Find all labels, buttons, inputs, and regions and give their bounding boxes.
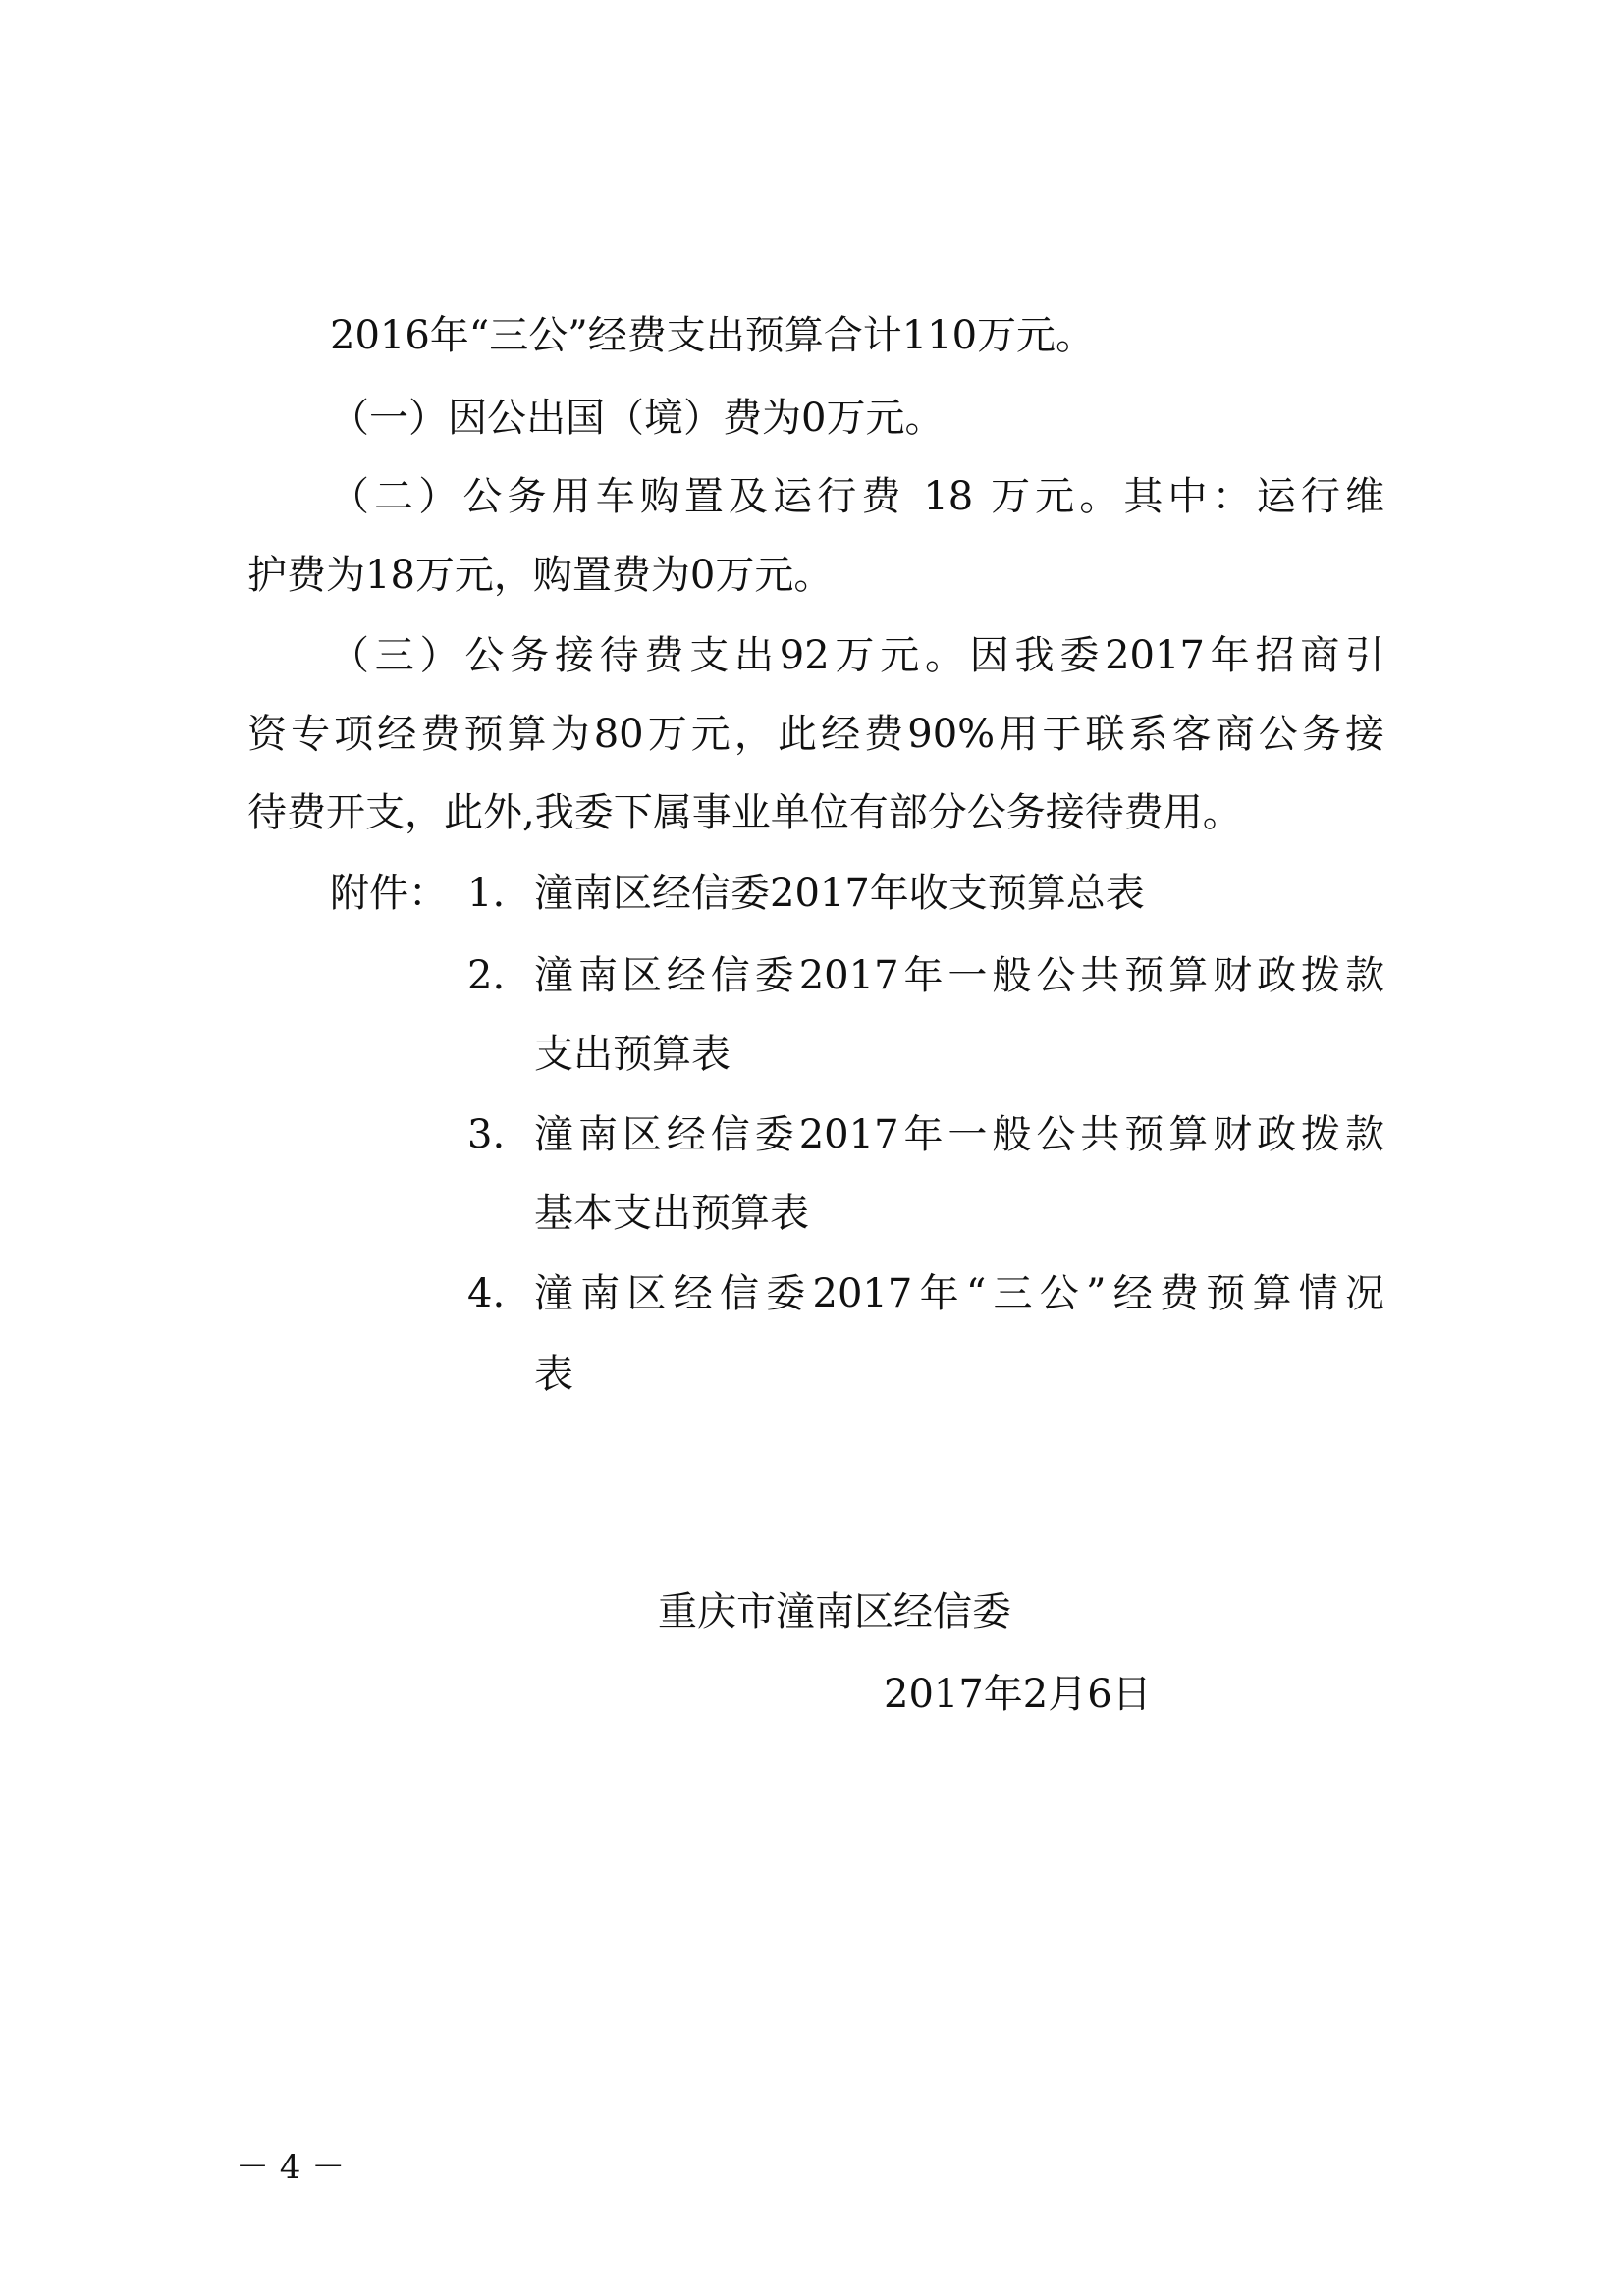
item2-line2: 护费为18万元，购置费为0万元。: [247, 553, 834, 598]
attachment-title-2-line2: 支出预算表: [534, 1032, 731, 1077]
summary-line: 2016年“三公”经费支出预算合计110万元。: [330, 313, 1096, 358]
item1-line: （一）因公出国（境）费为0万元。: [330, 396, 945, 441]
attachment-number-3: 3.: [467, 1112, 506, 1157]
attachment-number-2: 2.: [467, 953, 506, 998]
attachment-title-3-line1: 潼南区经信委2017年一般公共预算财政拨款: [534, 1112, 1384, 1157]
attachment-title-4-line1: 潼南区经信委2017年“三公”经费预算情况: [534, 1271, 1384, 1316]
signature-org: 重庆市潼南区经信委: [658, 1589, 1011, 1634]
page-number: － 4 －: [236, 2148, 346, 2187]
attachment-title-2-line1: 潼南区经信委2017年一般公共预算财政拨款: [534, 953, 1384, 998]
attachment-title-3-line2: 基本支出预算表: [534, 1191, 809, 1236]
attachment-title-1: 潼南区经信委2017年收支预算总表: [534, 871, 1145, 916]
attachment-number-4: 4.: [467, 1271, 506, 1316]
item2-line1: （二）公务用车购置及运行费 18 万元。其中：运行维: [330, 474, 1384, 519]
item3-line3: 待费开支，此外,我委下属事业单位有部分公务接待费用。: [247, 790, 1242, 835]
attachments-label: 附件：: [330, 871, 448, 916]
attachment-number-1: 1.: [467, 871, 506, 916]
item3-line1: （三）公务接待费支出92万元。因我委2017年招商引: [330, 633, 1384, 678]
item3-line2: 资专项经费预算为80万元，此经费90%用于联系客商公务接: [247, 712, 1384, 757]
signature-date: 2017年2月6日: [884, 1672, 1152, 1717]
attachment-title-4-line2: 表: [534, 1352, 573, 1397]
